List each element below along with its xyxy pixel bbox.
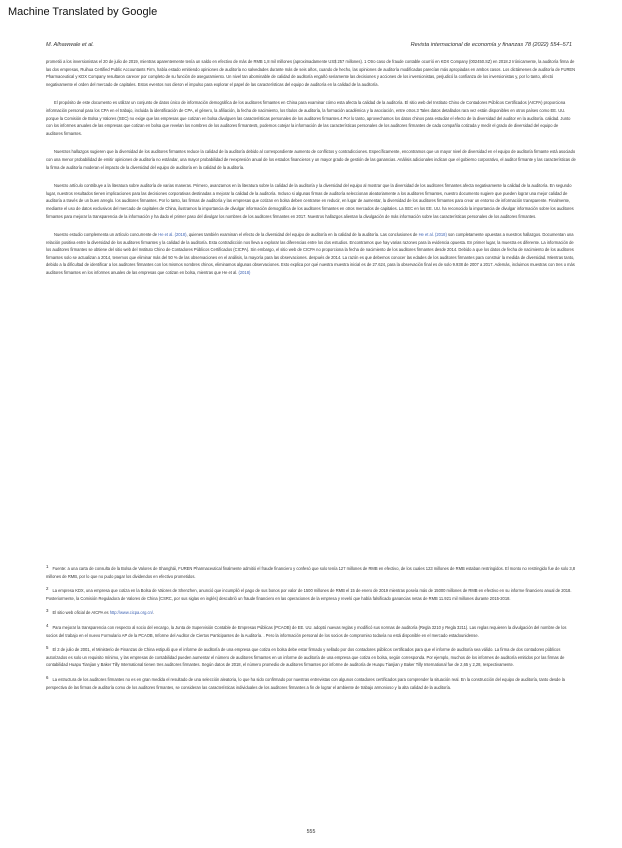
footnote-text: . [152,610,155,616]
article-body [46,58,576,288]
footnote [46,644,576,669]
paragraph-with-citations [46,231,576,277]
header-authors: M. Alhawwale et al. [46,42,94,48]
footnote-text: La empresa KDX, una empresa que cotiza en la Bolsa de Valores de Shenzhen, anunció que incumplió el pago de sus bonos por valor de 1500 millones de RMB el 15 de enero de 2019 mientras poseía más de 15000 millones de RMB en efectivo en su informe financiero anual de 2018. Posteriormente, la Comisión Reguladora de Valores de China (CSRC, por sus siglas en inglés) descubrió un fraude financiero en las operaciones de la empresa y reveló que había falsificado ganancias netas de RMB 11.921 mil millones durante 2015-2018. [46,588,572,601]
paragraph: Nuestros hallazgos sugieren que la diversidad de los auditores firmantes reduce la calidad de la auditoría debido al correspondiente aumento de conflictos y contradicciones. Específicamente, encontramos que un mayor nivel de diversidad en el equipo de auditoría firmante está asociado con una menor probabilidad de emitir opiniones de auditoría no estándar, una mayor probabilidad de reexpresión anual de los estados financieros y un mayor grado de gestión de las ganancias. Análisis adicionales indican que el gobierno corporativo, el auditor firmante y las características de la firma de auditoría moderan el impacto de la diversidad del equipo de auditoría en la calidad de la auditoría. [46,149,576,170]
paragraph: prometió a los inversionistas el 20 de julio de 2019, mientras aparentemente tenía un saldo en efectivo de más de RMB 1,8 mil millones (aproximadamente US$ 257 millones). 1 Otro caso de fraude contable ocurrió en KDX Company (002450.SZ) en 2018.2 Irónicamente, la auditoría firma de las dos empresas, Ruihua Certified Public Accountants Firm, había estado emitiendo opiniones de auditoría no salvedades durante más de seis años, cuando de hecho, las opiniones de auditoría modificadas parecían más apropiadas en ambos casos. Los dictámenes de auditoría de FUREN Pharmaceutical y KDX Company resultaron carecer por completo de su función de aseguramiento. Un nivel tan abominable de calidad de auditoría engañó seriamente las decisiones y acciones de los inversionistas, perjudicó la confianza de los inversionistas y, por lo tanto, afectó negativamente el orden del mercado de capitales. Estos eventos nos dieron el impulso para explorar el papel de las características del equipo de auditoría en la calidad de la auditoría. [46,59,576,87]
header-journal: Revista internacional de economía y finanzas 78 (2022) 554–571 [410,42,572,48]
page-number: 555 [306,829,316,835]
footnote-number: 5 [46,645,49,651]
footnote-number: 2 [46,586,49,592]
text-span: Nuestro estudio complementa un artículo concurrente de [54,232,159,238]
footnotes [46,563,576,696]
running-header [46,42,572,48]
footnote-text: La estructura de los auditores firmantes no es en gran medida el resultado de una selección aleatoria, lo que ha sido confirmado por nuestras entrevistas con algunos contadores certificados para comprender la situación real. En la construcción del equipo de auditoría, tanto desde la perspectiva de las firmas de auditoría como de los auditores firmantes, se consideran las características individuales de los auditores firmantes a fin de lograr el ambiente de trabajo armonioso y la alta calidad de la auditoría. [46,676,565,690]
citation-link[interactable]: He et al. (2018) [158,232,187,238]
aicpa-link[interactable]: http://www.cicpa.org.cn/ [109,610,153,616]
citation-link[interactable]: He et al. (2018) [418,232,447,238]
footnote [46,674,576,691]
footnote [46,585,576,602]
footnote-number: 1 [46,564,49,569]
machine-translation-banner: Machine Translated by Google [8,6,158,18]
paragraph: Nuestro artículo contribuye a la literatura sobre auditoría de varias maneras. Primero, avanzamos en la literatura sobre la calidad de la auditoría y la diversidad del equipo al mostrar que la diversidad de los auditores firmantes afecta negativamente la calidad de la auditoría. En segundo lugar, nuestros resultados tienen implicaciones para las decisiones corporativas destinadas a mejorar la calidad de la auditoría. Incluso si algunas firmas de auditoría seleccionan aleatoriamente a los auditores firmantes, nuestro documento sugiere que pueden lograr una mejor calidad de auditoría a través de un buen arreglo. los auditores firmantes. Por lo tanto, las firmas de auditoría y las empresas que cotizan en bolsa deben centrarse en reducir, en lugar de aumentar, la diversidad de los auditores firmantes para crear un entorno de información transparente. Finalmente, mediante el uso de datos exclusivos del mercado de capitales de China, ilustramos la importancia de divulgar información demográfica de los auditores firmantes en otros mercados de capitales. La SEC en los EE. UU. ha reconocido la importancia de divulgar información sobre los auditores firmantes para mejorar la transparencia de la información y ha dado el primer paso del divulgar los nombres de los auditores firmantes en 2017. Nuestros hallazgos alientan la divulgación de más información sobre las características personales de los auditores firmantes. [46,183,574,219]
footnote-number: 4 [46,622,49,628]
citation-link[interactable]: (2018) [238,270,251,276]
paragraph: El propósito de este documento es utilizar un conjunto de datos único de información demográfica de los auditores firmantes en China para examinar cómo esta afecta la calidad de la auditoría. El sitio web del Instituto Chino de Contadores Públicos Certificados (AICPA) proporciona información personal para los CPA en el trabajo, incluida la identificación de CPA, el género, la afiliación, la fecha de nacimiento, los títulos de auditoría, la formación académica y la asociación, entre otros.3 Tales datos detallados rara vez están disponibles en otros países como EE. UU. porque la Comisión de Bolsa y Valores (SEC) no exige que las empresas que cotizan en bolsa divulguen las características personales de los auditores firmantes.4 Por lo tanto, aprovechamos los datos chinos para estudiar el efecto de la diversidad del auditor en la auditoría. calidad. Junto con los informes anuales de las empresas que cotizan en bolsa que revelan los nombres de los auditores firmantes5, podemos cotejar la información de las características personales de los auditores firmantes de cada compañía cotizada y medir el grado de diversidad del equipo de auditores firmantes. [46,100,571,136]
footnote-text: Para mejorar la transparencia con respecto al socio del encargo, la Junta de Supervisión Contable de Empresas Públicas (PCAOB) de EE. UU. adoptó nuevas reglas y modificó sus normas de auditoría (Regla 3210 y Regla 3211). Las reglas requieren la divulgación del nombre de los socios del trabajo en el nuevo Formulario AP de la PCAOB, Informe del Auditor de Ciertos Participantes de la Auditoría. . Pero la información personal de los socios de compromiso todavía no está disponible en el mercado estadounidense. [46,624,567,638]
footnote-text: El 2 de julio de 2001, el Ministerio de Finanzas de China estipuló que el informe de auditoría de una empresa que cotiza en bolsa debe estar firmado y sellado por dos contadores públicos certificados para que el informe de auditoría sea válido. La firma de dos contadores públicos autorizados es solo un requisito mínimo, y las empresas de contabilidad pueden aumentar el número de auditores firmantes en un informe de auditoría de una empresa que cotiza en bolsa, según corresponda. Por ejemplo, muchos de los informes de auditoría emitidos por las firmas de contabilidad Huapu Tianjian y Baker Tilly International tienen tres auditores firmantes. Según datos de 2018, el número promedio de auditores firmantes por informe de auditoría de Huapu Tianjian y Baker Tilly International fue de 2,65 y 2,28, respectivamente. [46,647,565,668]
footnote [46,563,576,580]
text-span: , quienes también examinan el efecto de la diversidad del equipo de auditoría en la calidad de la auditoría. Las conclusiones de [186,232,419,238]
footnote-text: El sitio web oficial de AICPA es [52,610,110,616]
footnote-number: 6 [46,674,49,680]
footnote [46,622,576,639]
footnote-number: 3 [46,608,49,614]
footnote-text: Fuente: a una carta de consulta de la Bolsa de Valores de Shanghái, FUREN Pharmaceutical finalmente admitió el fraude financiero y confesó que solo tenía 127 millones de RMB en efectivo, de los cuales 123 millones de RMB estaban restringidos. El monto no restringido fue de solo 3,8 millones de RMB, por lo que no pudo pagar los dividendos en efectivo prometidos. [46,566,576,579]
footnote [46,607,576,617]
text-span: son completamente opuestas a nuestros hallazgos. Documentan una relación positiva entre la diversidad de los auditores firmantes y la calidad de la auditoría. Esta contradicción nos lleva a explorar las diferencias entre los dos estudios. Encontramos que hay varias razones para la evidencia opuesta. En primer lugar, la muestra es diferente. La información de los auditores firmantes se obtiene del sitio web del Instituto Chino de Contadores Públicos Certificados (CICPA). Sin embargo, el sitio web de CICPA no proporciona la fecha de nacimiento de los auditores firmantes desde 2014. Debido a que los datos de fecha de nacimiento de los auditores firmantes solo se actualizan a 2014, tenemos que eliminar más del 50 % de las observaciones en el análisis, la mayoría para las observaciones. después de 2014. La razón es que debemos conocer las edades de los auditores firmantes para construir la medida de diversidad. Mientras tanto, debido a la dificultad de identificar a los auditores firmantes con los mismos nombres chinos, eliminamos algunas observaciones. Esto explica por qué nuestra muestra inicial es de 27.624, para la observación final es de solo 9.938 de 2007 a 2017. Además, incluimos muestras con tres o más auditores firmantes en los informes anuales de las empresas que cotizan en bolsa, mientras que He et al. [46,232,575,276]
